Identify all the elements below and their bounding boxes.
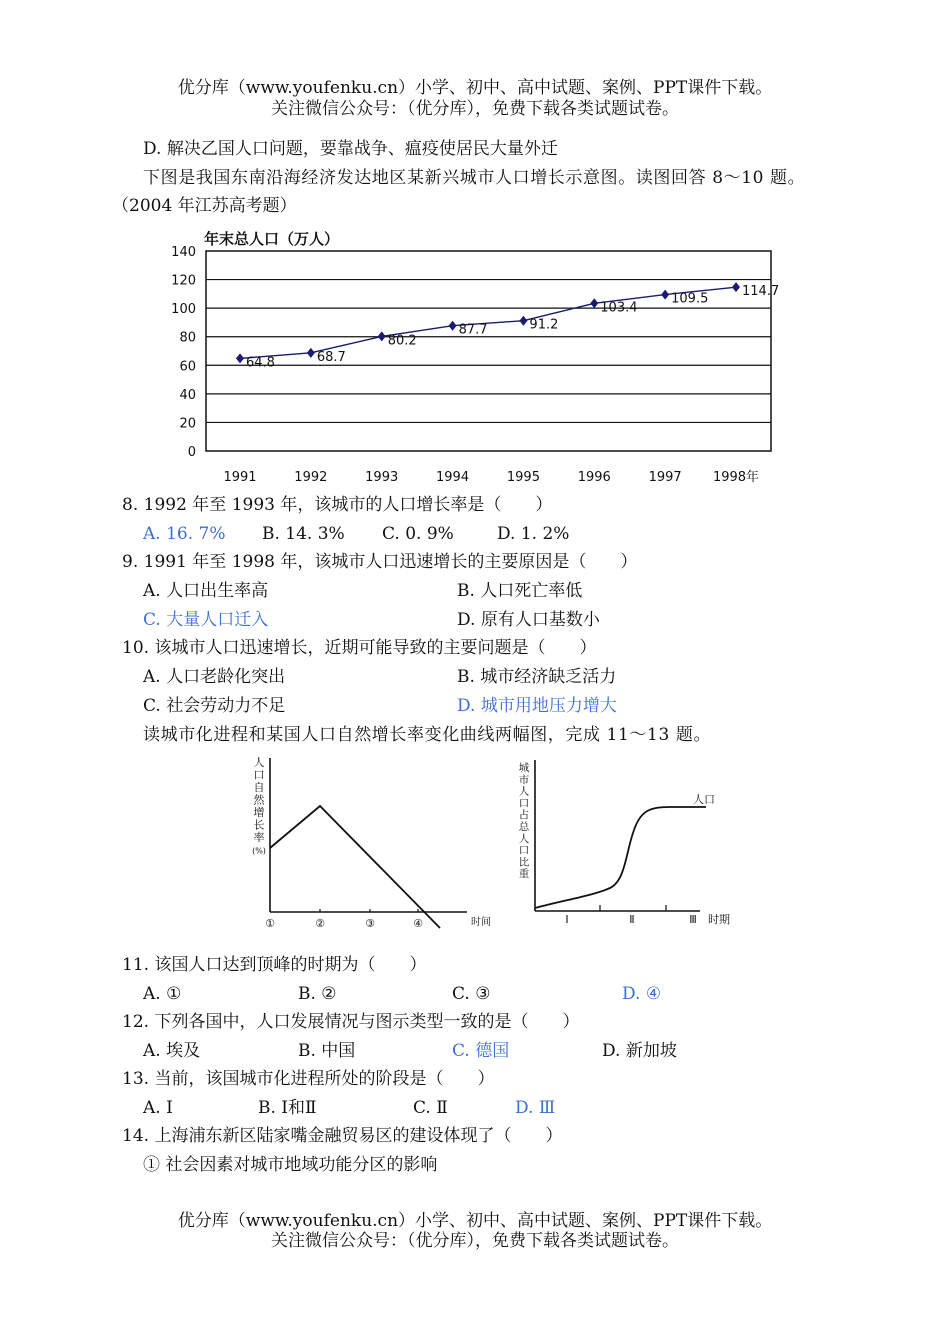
q9-option-a: A. 人口出生率高 [143,581,269,601]
intro-11-13: 读城市化进程和某国人口自然增长率变化曲线两幅图，完成 11～13 题。 [143,725,712,745]
chart3-ylabel-char: 重 [518,868,530,881]
chart1-x-tick: 1994 [436,470,470,485]
chart1-x-tick: 1992 [294,470,328,485]
q8-option-a: A. 16. 7% [143,524,226,544]
chart1-x-tick: 1993 [365,470,399,485]
chart1-data-point [590,298,598,308]
chart3-ylabel-char: 口 [518,797,530,810]
header-line-2: 关注微信公众号：（优分库），免费下载各类试题试卷。 [271,99,679,119]
q9-option-c: C. 大量人口迁入 [143,610,269,630]
question-8: 8. 1992 年至 1993 年，该城市的人口增长率是（ ） [122,495,553,515]
intro-8-10: 下图是我国东南沿海经济发达地区某新兴城市人口增长示意图。读图回答 8～10 题。 [143,168,806,188]
q11-option-a: A. ① [143,984,182,1004]
question-12: 12. 下列各国中，人口发展情况与图示类型一致的是（ ） [122,1012,580,1032]
q8-option-b: B. 14. 3% [262,524,345,544]
chart1-x-tick: 1996 [577,470,611,485]
population-series-line [240,287,736,358]
chart3-ylabel-char: 人 [518,785,530,798]
chart3-ylabel-char: 总 [518,821,530,833]
q12-option-b: B. 中国 [298,1041,356,1061]
chart2-ylabel-char: 人 [253,756,265,769]
footer-line-2: 关注微信公众号：（优分库），免费下载各类试题试卷。 [271,1231,679,1251]
question-13: 13. 当前，该国城市化进程所处的阶段是（ ） [122,1069,495,1089]
chart1-y-tick: 100 [171,302,196,318]
footer-line-1: 优分库（www.youfenku.cn）小学、初中、高中试题、案例、PPT课件下载。 [177,1211,773,1231]
chart3-x-tick: Ⅰ [565,913,569,926]
chart2-ylabel-char: 自 [253,781,265,794]
chart1-data-label: 91.2 [529,317,559,333]
chart2-ylabel-char: (%) [252,846,266,856]
question-10: 10. 该城市人口迅速增长，近期可能导致的主要问题是（ ） [122,638,597,658]
chart1-y-tick: 120 [171,273,196,289]
q13-option-a: A. Ⅰ [143,1098,173,1118]
q11-option-d: D. ④ [622,984,662,1004]
q10-option-a: A. 人口老龄化突出 [143,667,286,687]
chart1-data-point [307,348,315,358]
chart1-data-point [236,353,244,363]
header-line-1: 优分库（www.youfenku.cn）小学、初中、高中试题、案例、PPT课件下载。 [177,78,773,98]
urbanization-chart [510,755,750,935]
q13-option-d: D. Ⅲ [515,1098,556,1118]
chart2-x-tick: ② [315,917,325,930]
question-9: 9. 1991 年至 1998 年，该城市人口迅速增长的主要原因是（ ） [122,552,638,572]
chart3-ylabel-char: 口 [518,844,530,857]
chart3-x-tick: Ⅲ [689,913,697,926]
chart-title: 年末总人口（万人） [204,230,340,248]
chart1-data-point [378,331,386,341]
chart1-data-point [449,321,457,331]
chart2-ylabel-char: 率 [253,831,265,844]
growth-rate-chart [245,750,505,940]
chart1-y-tick: 20 [179,416,196,432]
chart3-ylabel-char: 比 [518,856,530,869]
chart1-data-label: 68.7 [316,349,346,365]
chart1-data-point [732,282,740,292]
chart1-x-tick: 1997 [648,470,682,485]
chart1-data-label: 114.7 [742,284,780,300]
chart1-x-tick: 1995 [506,470,540,485]
chart2-ylabel-char: 增 [253,806,265,819]
chart1-data-label: 80.2 [387,333,417,349]
chart3-x-tick: Ⅱ [629,913,635,926]
chart2-ylabel-char: 长 [253,818,265,832]
chart3-ylabel-char: 城 [518,762,530,774]
chart1-data-label: 87.7 [458,322,488,338]
q9-option-b: B. 人口死亡率低 [457,581,583,601]
q9-option-d: D. 原有人口基数小 [457,610,600,630]
option-d-previous: D. 解决乙国人口问题，要靠战争、瘟疫使居民大量外迁 [143,139,558,159]
chart2-x-tick: ① [265,917,275,930]
chart3-xlabel: 时期 [708,913,730,926]
urbanization-curve [535,807,706,908]
chart3-curve-label: 人口 [693,793,715,806]
chart1-data-point [519,316,527,326]
q12-option-d: D. 新加坡 [602,1041,677,1061]
chart1-y-tick: 0 [187,445,196,460]
chart1-data-label: 109.5 [671,291,709,307]
q8-option-d: D. 1. 2% [497,524,570,544]
q10-option-c: C. 社会劳动力不足 [143,696,286,716]
chart1-data-label: 64.8 [246,355,275,371]
chart1-y-tick: 80 [179,330,196,346]
chart1-data-point [661,290,669,300]
q11-option-c: C. ③ [452,984,491,1004]
chart1-x-tick: 1991 [223,470,257,485]
q14-item-1: ① 社会因素对城市地域功能分区的影响 [143,1155,438,1175]
chart3-ylabel-char: 占 [518,809,530,822]
chart1-y-tick: 60 [179,359,196,375]
q10-option-b: B. 城市经济缺乏活力 [457,667,617,687]
chart2-x-tick: ④ [413,917,423,930]
chart2-xlabel: 时间 [471,917,491,928]
population-chart [160,222,790,490]
chart3-ylabel-char: 人 [518,832,530,845]
q13-option-c: C. Ⅱ [413,1098,448,1118]
q12-option-a: A. 埃及 [143,1041,201,1061]
chart2-ylabel-char: 然 [253,793,265,807]
chart1-x-tick: 1998年 [712,470,760,485]
q13-option-b: B. Ⅰ和Ⅱ [258,1098,317,1118]
question-14: 14. 上海浦东新区陆家嘴金融贸易区的建设体现了（ ） [122,1126,563,1146]
chart1-data-label: 103.4 [600,300,638,316]
chart2-x-tick: ③ [365,917,375,930]
chart2-ylabel-char: 口 [253,768,265,782]
q11-option-b: B. ② [298,984,337,1004]
chart3-ylabel-char: 市 [518,773,530,786]
chart1-y-tick: 40 [179,387,196,403]
growth-rate-curve [270,806,440,928]
chart1-y-tick: 140 [171,245,196,260]
q10-option-d: D. 城市用地压力增大 [457,696,617,716]
question-11: 11. 该国人口达到顶峰的时期为（ ） [122,955,427,975]
intro-8-10-source: （2004 年江苏高考题） [112,196,297,216]
q12-option-c: C. 德国 [452,1041,510,1061]
q8-option-c: C. 0. 9% [382,524,454,544]
